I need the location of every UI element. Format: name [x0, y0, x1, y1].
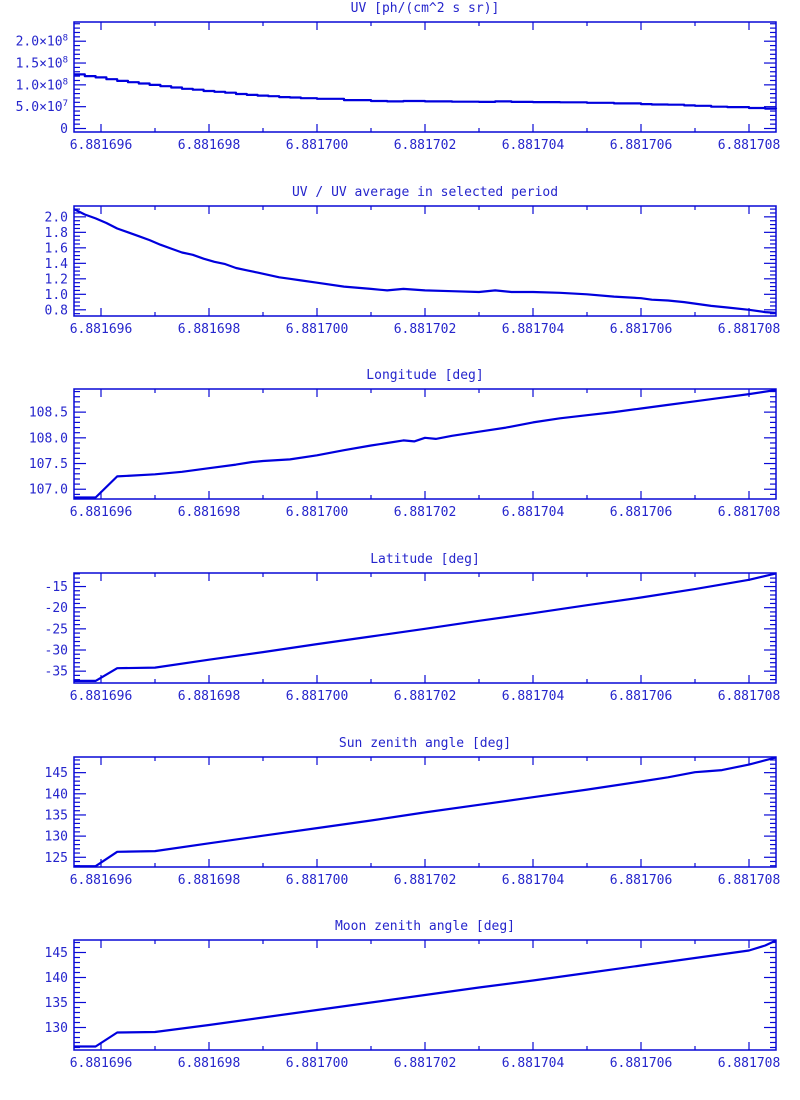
x-tick-label: 6.881698: [177, 873, 241, 888]
x-tick-label: 6.881700: [285, 322, 349, 337]
x-tick-label: 6.881698: [177, 689, 241, 704]
x-tick-label: 6.881702: [393, 873, 457, 888]
y-tick-label: -25: [44, 622, 68, 638]
x-tick-labels: [70, 138, 781, 153]
axis-ticks: [74, 22, 776, 132]
y-tick-label: 0.8: [44, 303, 68, 319]
x-tick-label: 6.881700: [285, 873, 349, 888]
x-tick-label: 6.881708: [717, 505, 781, 520]
x-tick-label: 6.881708: [717, 322, 781, 337]
y-tick-label: 130: [44, 1021, 68, 1036]
y-tick-label: 108.5: [28, 405, 68, 421]
x-tick-label: 6.881698: [177, 1056, 241, 1071]
x-tick-labels: [70, 322, 781, 337]
x-tick-label: 6.881706: [609, 505, 673, 520]
chart-canvas-longitude: [0, 367, 800, 550]
y-tick-labels: [29, 406, 68, 498]
x-tick-label: 6.881700: [285, 138, 349, 153]
x-tick-label: 6.881696: [69, 138, 133, 153]
series-line: [74, 74, 776, 109]
x-tick-label: 6.881704: [501, 505, 565, 520]
y-tick-label: 107.5: [28, 457, 68, 473]
y-tick-label: 1.2: [44, 272, 68, 288]
chart-title-latitude: Latitude [deg]: [370, 552, 480, 567]
chart-canvas-latitude: [0, 551, 800, 734]
y-tick-label: 125: [44, 850, 68, 866]
plot-box: [74, 206, 776, 316]
x-tick-label: 6.881702: [393, 505, 457, 520]
x-tick-label: 6.881702: [393, 689, 457, 704]
chart-canvas-uv: [0, 0, 800, 183]
chart-moon-zenith: [0, 918, 800, 1100]
x-tick-label: 6.881708: [717, 138, 781, 153]
x-tick-label: 6.881696: [69, 873, 133, 888]
x-tick-labels: [70, 1056, 781, 1071]
x-tick-labels: [70, 873, 781, 888]
x-tick-label: 6.881698: [177, 505, 241, 520]
x-tick-label: 6.881708: [717, 1056, 781, 1071]
x-tick-label: 6.881698: [177, 138, 241, 153]
y-tick-label: -30: [44, 643, 68, 659]
x-tick-label: 6.881702: [393, 138, 457, 153]
chart-uv-ratio: [0, 184, 800, 367]
x-tick-label: 6.881702: [393, 1056, 457, 1071]
y-tick-label: $1.0\times 10^8$: [15, 77, 68, 94]
x-tick-label: 6.881700: [285, 505, 349, 520]
y-tick-label: 135: [44, 996, 68, 1011]
series-line: [74, 757, 776, 866]
x-tick-label: 6.881704: [501, 138, 565, 153]
chart-title-uv-ratio: UV / UV average in selected period: [291, 185, 559, 200]
x-tick-labels: [70, 505, 781, 520]
y-tick-label: 0: [60, 122, 68, 138]
x-tick-label: 6.881704: [501, 873, 565, 888]
y-tick-label: 140: [44, 971, 68, 986]
chart-title-uv: UV [ph/(cm^2 s sr)]: [350, 1, 500, 16]
y-tick-label: $2.0\times 10^8$: [15, 33, 68, 50]
chart-latitude: [0, 551, 800, 734]
series-line: [74, 209, 776, 313]
x-tick-label: 6.881696: [69, 1056, 133, 1071]
y-tick-label: 145: [44, 946, 68, 961]
series-line: [74, 941, 776, 1047]
x-tick-label: 6.881696: [69, 322, 133, 337]
y-tick-label: 145: [44, 766, 68, 782]
y-tick-labels: [16, 34, 68, 137]
y-tick-label: 1.4: [44, 256, 68, 272]
series-line: [74, 573, 776, 681]
chart-title-moon-zenith: Moon zenith angle [deg]: [334, 919, 515, 934]
x-tick-label: 6.881704: [501, 689, 565, 704]
y-tick-label: 107.0: [28, 482, 68, 498]
y-tick-label: 1.6: [44, 241, 68, 257]
x-tick-label: 6.881704: [501, 1056, 565, 1071]
y-tick-label: 135: [44, 808, 68, 824]
x-tick-label: 6.881708: [717, 689, 781, 704]
x-tick-label: 6.881704: [501, 322, 565, 337]
chart-uv: [0, 0, 800, 183]
y-tick-label: 140: [44, 787, 68, 803]
chart-title-longitude: Longitude [deg]: [366, 368, 484, 383]
y-tick-label: 2.0: [44, 210, 68, 226]
y-tick-labels: [45, 946, 68, 1036]
chart-canvas-uv-ratio: [0, 184, 800, 367]
chart-canvas-sun-zenith: [0, 735, 800, 918]
y-tick-label: -15: [44, 580, 68, 596]
chart-longitude: [0, 367, 800, 550]
x-tick-label: 6.881698: [177, 322, 241, 337]
x-tick-label: 6.881706: [609, 1056, 673, 1071]
x-tick-label: 6.881696: [69, 689, 133, 704]
y-tick-label: 1.8: [44, 225, 68, 241]
x-tick-label: 6.881708: [717, 873, 781, 888]
x-tick-labels: [70, 689, 781, 704]
plot-box: [74, 22, 776, 132]
y-tick-labels: [45, 580, 68, 680]
x-tick-label: 6.881696: [69, 505, 133, 520]
y-tick-label: $5.0\times 10^7$: [15, 99, 68, 116]
x-tick-label: 6.881706: [609, 138, 673, 153]
chart-canvas-moon-zenith: [0, 918, 800, 1100]
y-tick-labels: [45, 210, 69, 318]
series-line: [74, 390, 776, 498]
x-tick-label: 6.881706: [609, 873, 673, 888]
y-tick-label: 108.0: [28, 431, 68, 447]
y-tick-label: $1.5\times 10^8$: [15, 55, 68, 72]
chart-sun-zenith: [0, 735, 800, 918]
y-tick-label: 130: [44, 829, 68, 845]
chart-title-sun-zenith: Sun zenith angle [deg]: [338, 736, 512, 751]
x-tick-label: 6.881700: [285, 1056, 349, 1071]
y-tick-labels: [45, 766, 68, 866]
y-tick-label: -20: [44, 601, 68, 617]
x-tick-label: 6.881700: [285, 689, 349, 704]
y-tick-label: -35: [44, 664, 68, 680]
x-tick-label: 6.881706: [609, 689, 673, 704]
y-tick-label: 1.0: [44, 287, 68, 303]
x-tick-label: 6.881702: [393, 322, 457, 337]
x-tick-label: 6.881706: [609, 322, 673, 337]
axis-ticks: [74, 206, 776, 316]
